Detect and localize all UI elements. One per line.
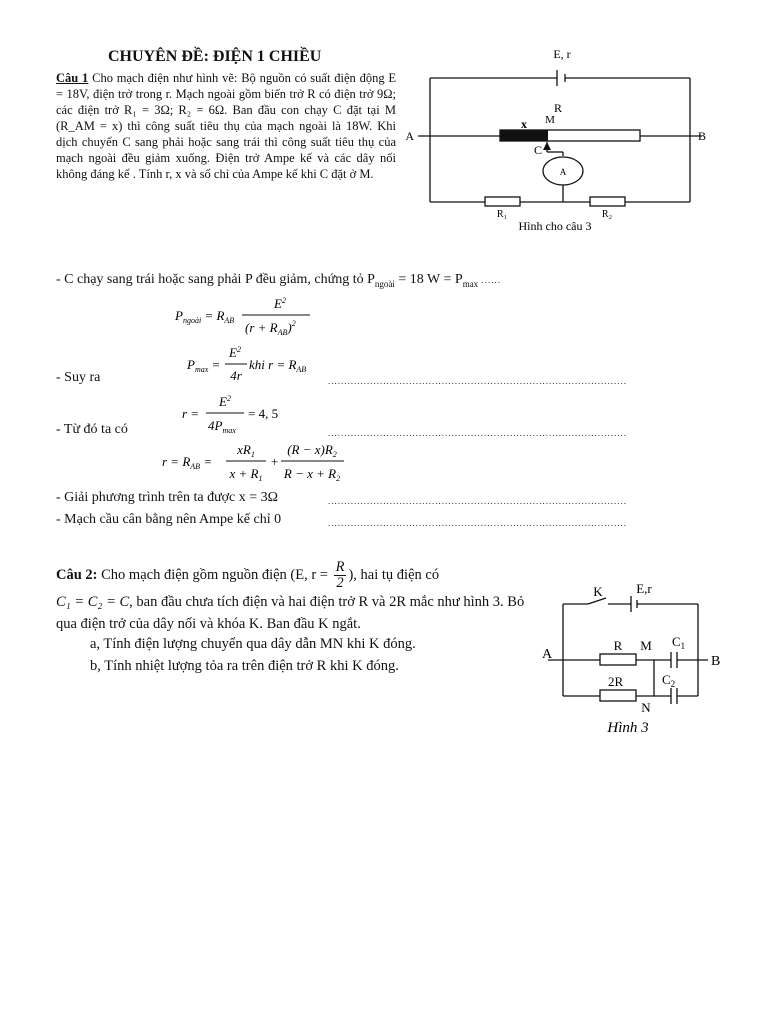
question-2a: a, Tính điện lượng chuyển qua dây dẫn MN khi K đóng. bbox=[90, 636, 416, 652]
k-label: K bbox=[593, 584, 603, 599]
f3-lhs: r = bbox=[182, 406, 200, 421]
svg-text:r = RAB =: $r = R_{AB}$ = bbox=[162, 454, 213, 471]
page-title: CHUYÊN ĐỀ: ĐIỆN 1 CHIỀU bbox=[108, 48, 322, 65]
f3-den-sub: max bbox=[222, 426, 236, 435]
svg-text:Pngoài = RAB bbox=[174, 308, 234, 325]
a-label: A bbox=[405, 129, 414, 143]
b-label-2: B bbox=[711, 654, 721, 669]
svg-text:(R − x)R2 bbox=[287, 442, 337, 459]
circuit-figure-1 bbox=[405, 40, 710, 235]
svg-text:E2: $E^2$ bbox=[219, 394, 231, 409]
f2-tail-sub: AB bbox=[296, 365, 307, 374]
svg-text:xR1 bbox=[236, 442, 255, 459]
f4-n1-sub: 1 bbox=[250, 450, 255, 459]
svg-text:C1 bbox=[672, 634, 685, 651]
formula-r bbox=[180, 392, 310, 440]
svg-text:Pmax =: $P_{max}$ = bbox=[187, 357, 221, 374]
formula-p-ngoai bbox=[170, 292, 370, 340]
svg-text:E2: $E^2$ bbox=[274, 296, 286, 311]
r1-label: R₁ bbox=[496, 209, 508, 220]
dots-line-5: ............................................................................................ bbox=[328, 518, 627, 528]
svg-text:+: + bbox=[270, 454, 279, 469]
formula-r-ab bbox=[160, 440, 370, 486]
f2-lhs: P bbox=[187, 357, 195, 372]
r2-label-2: 2R bbox=[608, 674, 624, 689]
f1-lhs: P bbox=[175, 308, 183, 323]
rheostat-am-segment bbox=[500, 130, 548, 141]
ammeter-label: A bbox=[559, 167, 567, 177]
figure-3-caption: Hình 3 bbox=[607, 720, 649, 736]
question-2-capacitors: C₁ = C₂ = C bbox=[56, 594, 130, 610]
c1-sub: 1 bbox=[680, 641, 686, 651]
fraction-den: 2 bbox=[336, 575, 344, 591]
f4-n2: (R − x)R bbox=[287, 442, 333, 457]
f4-lhs-sub: AB bbox=[190, 462, 201, 471]
bridge-line bbox=[56, 512, 281, 528]
c2-label: C bbox=[662, 672, 671, 687]
f3-num: E bbox=[219, 394, 227, 409]
f4-n2-sub: 2 bbox=[332, 450, 337, 459]
question-2-text-4: , ban đầu chưa tích điện và hai điện trở R và 2R mắc như hình 3. Bỏ qua điện trở của dây nối và khóa K. Ban đầu K ngắt. bbox=[56, 594, 525, 632]
n-label: N bbox=[641, 700, 651, 715]
solve-line bbox=[56, 490, 278, 506]
source-label-2: E,r bbox=[636, 581, 652, 596]
f4-d1: x + R bbox=[229, 466, 259, 481]
f1-num: E bbox=[274, 296, 282, 311]
r-half-fraction bbox=[334, 560, 347, 591]
f3-den: 4P bbox=[208, 418, 223, 433]
svg-text:4Pmax bbox=[208, 418, 236, 435]
f1-den: (r + R bbox=[245, 320, 278, 335]
slider-arrow-icon bbox=[543, 142, 551, 150]
question-2-label: Câu 2: bbox=[56, 566, 98, 583]
pmax-subscript: max bbox=[462, 278, 479, 289]
f4-n1: xR bbox=[237, 442, 251, 457]
svg-text:khi r = RAB bbox=[249, 357, 306, 374]
question-1 bbox=[56, 70, 396, 182]
a-label-2: A bbox=[542, 647, 553, 662]
f1-lhs-sub: ngoài bbox=[182, 316, 202, 325]
solution-line-1-text: - C chạy sang trái hoặc sang phải P đều giảm, chứng tỏ P bbox=[56, 272, 375, 287]
b-label: B bbox=[698, 129, 707, 143]
c1-label: C bbox=[672, 634, 681, 649]
f2-num: E bbox=[229, 345, 237, 360]
solution-line-1 bbox=[56, 272, 501, 289]
question-2-text-1: Cho mạch điện gồm nguồn điện (E, r = bbox=[97, 566, 332, 583]
f4-lhs: r = R bbox=[162, 454, 191, 469]
m-label-2: M bbox=[640, 638, 652, 653]
question-1-label: Câu 1 bbox=[56, 71, 89, 85]
r-label-2: R bbox=[613, 638, 623, 653]
f4-d1-sub: 1 bbox=[258, 474, 263, 483]
tu-do-label: - Từ đó ta có bbox=[56, 422, 128, 437]
question-1-text: Cho mạch điện như hình vẽ: Bộ nguồn có suất điện động E = 18V, điện trở trong r. Mạch ngoài gồm biến trở R có điện trở 9Ω; các điện trở R₁ = 3Ω; R₂ = 6Ω. Ban đầu con chạy C đặt tại M (R_AM = x) thì công suất tiêu thụ của mạch ngoài là 18W. Khi dịch chuyển C sang phải hoặc sang trái thì công suất tiêu thụ của mạch ngoài đều giảm xuống. Điện trở Ampe kế và các dây nối không đáng kể . Tính r, x và số chỉ của Ampe kế khi C đặt ở M. bbox=[56, 71, 397, 181]
f2-tail: khi r = R bbox=[249, 357, 297, 372]
svg-text:x + R1 bbox=[229, 466, 263, 483]
circuit-figure-3 bbox=[538, 578, 738, 742]
rheostat-label: R bbox=[553, 101, 563, 115]
figure-1-caption: Hình cho câu 3 bbox=[518, 219, 592, 233]
dots-line-2: ............................................................................................ bbox=[328, 376, 627, 386]
f1-den-sub: AB bbox=[277, 328, 288, 337]
c-label: C bbox=[533, 143, 542, 157]
question-2-text-2: ), hai tụ điện có bbox=[348, 566, 440, 583]
m-label: M bbox=[545, 114, 555, 126]
f2-den: 4r bbox=[230, 368, 242, 383]
formula-p-max bbox=[185, 342, 335, 386]
f4-d2-sub: 2 bbox=[336, 474, 341, 483]
dots-line-3: ............................................................................................ bbox=[328, 428, 627, 438]
solution-line-1-end: = 18 W = P bbox=[394, 272, 463, 287]
r2-label: R₂ bbox=[601, 209, 613, 220]
dots-line-4: ............................................................................................ bbox=[328, 496, 627, 506]
svg-text:C2 bbox=[662, 672, 675, 689]
dots: ...... bbox=[478, 275, 501, 285]
f1-mid-sub: AB bbox=[224, 316, 235, 325]
source-label: E, r bbox=[553, 47, 571, 61]
p-subscript: ngoài bbox=[374, 278, 395, 289]
solve-line-text: - Giải phương trình trên ta được x = 3Ω bbox=[56, 490, 279, 505]
f2-lhs-sub: max bbox=[194, 365, 209, 374]
f1-den-end: ) bbox=[287, 320, 292, 335]
c2-sub: 2 bbox=[670, 679, 676, 689]
svg-text:(r + RAB)2: $(r + R_{AB})^2$ bbox=[245, 319, 296, 337]
f3-tail: = 4, 5 bbox=[248, 406, 279, 421]
f4-d2: R − x + R bbox=[283, 466, 337, 481]
question-2 bbox=[56, 560, 532, 635]
fraction-num: R bbox=[335, 559, 345, 575]
bridge-line-text: - Mạch cầu cân bằng nên Ampe kế chỉ 0 bbox=[56, 512, 282, 527]
svg-text:E2: $E^2$ bbox=[229, 345, 241, 360]
suy-ra-label: - Suy ra bbox=[56, 370, 101, 385]
svg-text:R − x + R2 bbox=[283, 466, 340, 483]
f1-mid: = R bbox=[201, 308, 225, 323]
x-label: x bbox=[521, 117, 527, 131]
question-2b: b, Tính nhiệt lượng tỏa ra trên điện trở R khi K đóng. bbox=[90, 658, 399, 674]
